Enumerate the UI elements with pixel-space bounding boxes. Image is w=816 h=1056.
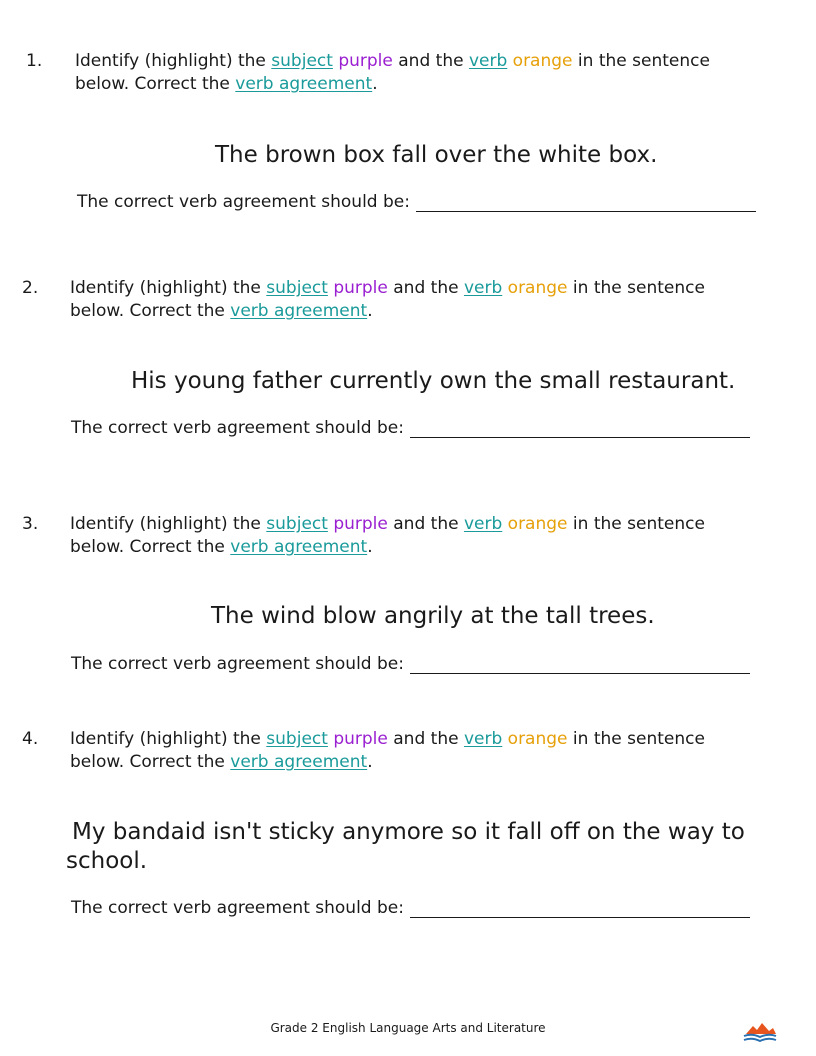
answer-blank[interactable] [416,193,756,212]
answer-label: The correct verb agreement should be: [71,654,404,674]
orange-word: orange [507,278,568,298]
orange-word: orange [507,514,568,534]
answer-blank[interactable] [410,899,750,918]
subject-link[interactable]: subject [266,278,328,298]
answer-label: The correct verb agreement should be: [77,192,410,212]
answer-line [71,898,750,918]
purple-word: purple [333,514,388,534]
question-instructions: Identify (highlight) the subject purple and the verb orange in the sentence below. Correct the verb agreement. [75,51,710,94]
purple-word: purple [338,51,393,71]
verb-link[interactable]: verb [468,51,508,71]
question-number: 4. [22,729,39,749]
verb-agreement-link[interactable]: verb agreement [230,752,368,772]
orange-word: orange [507,729,568,749]
question-number: 1. [26,51,43,71]
verb-agreement-link[interactable]: verb agreement [230,537,368,557]
answer-blank[interactable] [410,419,750,438]
subject-link[interactable]: subject [271,51,333,71]
purple-word: purple [333,278,388,298]
page-footer: Grade 2 English Language Arts and Literature [270,1021,546,1035]
verb-agreement-link[interactable]: verb agreement [230,301,368,321]
answer-label: The correct verb agreement should be: [71,898,404,918]
verb-agreement-link[interactable]: verb agreement [235,74,373,94]
verb-link[interactable]: verb [463,514,503,534]
question-instructions: Identify (highlight) the subject purple and the verb orange in the sentence below. Correct the verb agreement. [70,729,705,772]
practice-sentence: His young father currently own the small restaurant. [131,368,736,394]
subject-link[interactable]: subject [266,729,328,749]
practice-sentence: The wind blow angrily at the tall trees. [211,603,655,629]
answer-label: The correct verb agreement should be: [71,418,404,438]
answer-line [77,192,756,212]
orange-word: orange [512,51,573,71]
verb-link[interactable]: verb [463,278,503,298]
verb-link[interactable]: verb [463,729,503,749]
book-logo-icon [742,1020,778,1044]
question-number: 2. [22,278,39,298]
practice-sentence: My bandaid isn't sticky anymore so it fall off on the way to school. [66,819,745,874]
practice-sentence: The brown box fall over the white box. [215,142,658,168]
subject-link[interactable]: subject [266,514,328,534]
question-instructions: Identify (highlight) the subject purple and the verb orange in the sentence below. Correct the verb agreement. [70,278,705,321]
question-instructions: Identify (highlight) the subject purple and the verb orange in the sentence below. Correct the verb agreement. [70,514,705,557]
question-number: 3. [22,514,39,534]
purple-word: purple [333,729,388,749]
answer-line [71,654,750,674]
answer-blank[interactable] [410,655,750,674]
answer-line [71,418,750,438]
